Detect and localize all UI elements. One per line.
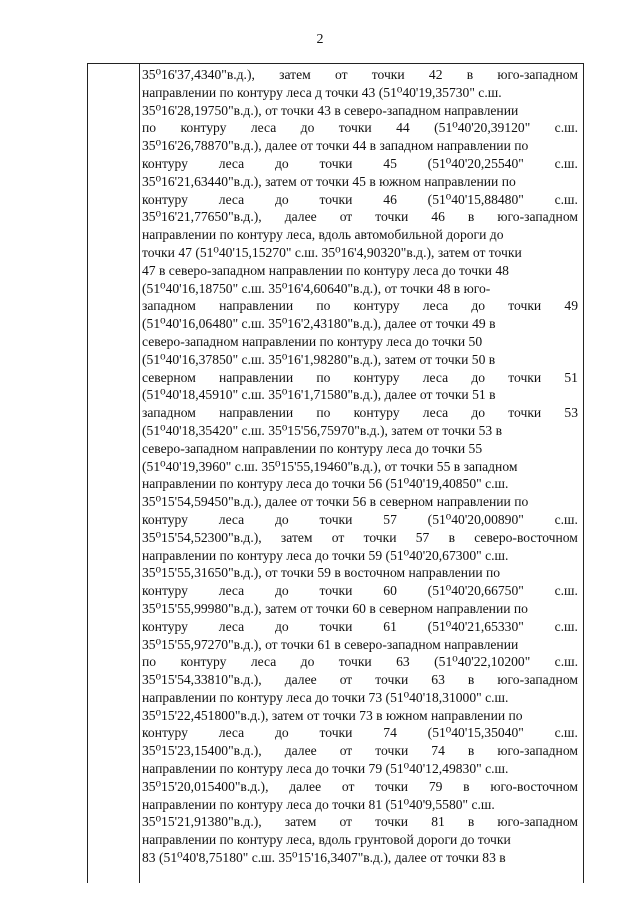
text-segment: (51⁰40'20,25540" bbox=[427, 155, 524, 171]
text-segment: направлении по контуру леса до точки 59 (51⁰40'20,67300" с.ш. bbox=[142, 547, 509, 563]
text-segment: 57 bbox=[415, 529, 430, 545]
text-segment: контуру bbox=[142, 725, 188, 741]
text-segment: (51⁰40'15,88480" bbox=[427, 191, 524, 207]
text-segment: 79 bbox=[428, 778, 443, 794]
text-segment: точки bbox=[371, 67, 405, 82]
text-segment: 47 в северо-западном направлении по контуру леса до точки 48 bbox=[142, 262, 509, 278]
text-segment: контуру bbox=[142, 155, 188, 171]
text-segment: до bbox=[300, 654, 315, 670]
text-line bbox=[142, 653, 578, 671]
text-segment: с.ш. bbox=[554, 155, 578, 171]
text-segment: направлении по контуру леса, вдоль грунтовой дороги до точки bbox=[142, 832, 511, 848]
text-segment: точки bbox=[319, 618, 353, 634]
text-line bbox=[142, 618, 578, 636]
text-segment: в bbox=[467, 743, 475, 759]
text-line bbox=[142, 796, 578, 814]
text-segment: леса bbox=[218, 618, 245, 634]
text-segment: точки bbox=[319, 511, 353, 527]
text-line bbox=[142, 493, 578, 511]
text-line bbox=[142, 511, 578, 529]
text-segment: леса bbox=[422, 298, 449, 314]
text-segment: 74 bbox=[431, 743, 445, 759]
text-segment: точки bbox=[363, 529, 397, 545]
text-segment: точки bbox=[319, 155, 353, 171]
text-segment: до bbox=[471, 405, 486, 421]
text-segment: направлении bbox=[219, 298, 294, 314]
text-line bbox=[142, 422, 578, 440]
text-segment: от bbox=[331, 529, 345, 545]
text-segment: 63 bbox=[396, 654, 410, 670]
text-segment: 35⁰15'23,15400"в.д.), bbox=[142, 743, 262, 759]
text-segment: 51 bbox=[564, 369, 578, 385]
text-line bbox=[142, 778, 578, 796]
text-segment: с.ш. bbox=[554, 654, 578, 670]
text-segment: с.ш. bbox=[554, 191, 578, 207]
text-segment: точки bbox=[375, 209, 409, 225]
text-segment: от bbox=[339, 209, 353, 225]
text-segment: точки bbox=[338, 120, 372, 136]
text-segment: леса bbox=[250, 654, 277, 670]
text-segment: леса bbox=[422, 405, 449, 421]
text-segment: точки bbox=[375, 778, 409, 794]
column-divider bbox=[139, 64, 140, 883]
text-segment: 35⁰16'21,63440"в.д.), затем от точки 45 в южном направлении по bbox=[142, 173, 516, 189]
text-segment: точки bbox=[508, 369, 542, 385]
text-segment: далее bbox=[284, 209, 317, 225]
text-line bbox=[142, 404, 578, 422]
text-segment: 35⁰15'21,91380"в.д.), bbox=[142, 814, 262, 830]
text-segment: с.ш. bbox=[554, 583, 578, 599]
text-segment: до bbox=[274, 155, 289, 171]
text-segment: 46 bbox=[383, 191, 397, 207]
text-segment: направлении по контуру леса до точки 79 (51⁰40'12,49830" с.ш. bbox=[142, 761, 509, 777]
text-segment: 45 bbox=[383, 155, 397, 171]
text-segment: (51⁰40'22,10200" bbox=[434, 654, 531, 670]
text-segment: до bbox=[274, 725, 289, 741]
text-segment: юго-западном bbox=[497, 743, 578, 759]
text-segment: 42 bbox=[428, 67, 443, 82]
text-segment: в bbox=[448, 529, 455, 545]
text-line bbox=[142, 155, 578, 173]
text-segment: (51⁰40'20,39120" bbox=[434, 120, 531, 136]
text-segment: северо-восточном bbox=[474, 529, 578, 545]
text-segment: контуру bbox=[353, 369, 400, 385]
text-segment: леса bbox=[218, 583, 245, 599]
text-segment: от bbox=[341, 778, 355, 794]
text-segment: по bbox=[316, 369, 331, 385]
text-segment: леса bbox=[422, 369, 449, 385]
text-line bbox=[142, 831, 578, 849]
text-line bbox=[142, 191, 578, 209]
text-segment: от bbox=[334, 67, 348, 82]
text-segment: 35⁰16'28,19750"в.д.), от точки 43 в северо-западном направлении bbox=[142, 102, 519, 118]
text-segment: затем bbox=[280, 529, 313, 545]
text-segment: точки bbox=[508, 405, 542, 421]
text-line bbox=[142, 137, 578, 155]
text-segment: северном bbox=[142, 369, 196, 385]
text-segment: в bbox=[467, 209, 475, 225]
text-segment: направлении по контуру леса д точки 43 (51⁰40'19,35730" с.ш. bbox=[142, 84, 502, 100]
text-segment: с.ш. bbox=[554, 725, 578, 741]
text-segment: по bbox=[142, 654, 157, 670]
text-segment: точки bbox=[375, 814, 409, 830]
text-segment: контуру bbox=[142, 583, 188, 599]
text-line bbox=[142, 66, 578, 84]
text-line bbox=[142, 707, 578, 725]
document-text bbox=[142, 66, 578, 867]
text-segment: контуру bbox=[142, 618, 188, 634]
text-segment: 53 bbox=[564, 405, 578, 421]
text-segment: точки bbox=[338, 654, 372, 670]
text-segment: 35⁰16'21,77650"в.д.), bbox=[142, 209, 262, 225]
text-segment: юго-западном bbox=[497, 209, 578, 225]
text-line bbox=[142, 475, 578, 493]
text-segment: с.ш. bbox=[554, 618, 578, 634]
text-line bbox=[142, 742, 578, 760]
text-line bbox=[142, 529, 578, 547]
text-segment: 35⁰15'20,015400"в.д.), bbox=[142, 778, 269, 794]
text-segment: (51⁰40'16,37850" с.ш. 35⁰16'1,98280"в.д.), затем от точки 50 в bbox=[142, 351, 496, 367]
text-line bbox=[142, 458, 578, 476]
text-segment: затем bbox=[279, 67, 311, 82]
text-segment: контуру bbox=[142, 511, 188, 527]
text-line bbox=[142, 547, 578, 565]
text-segment: западном bbox=[142, 405, 196, 421]
text-line bbox=[142, 351, 578, 369]
text-line bbox=[142, 333, 578, 351]
page-number: 2 bbox=[316, 32, 324, 47]
text-segment: далее bbox=[284, 672, 317, 688]
text-line bbox=[142, 724, 578, 742]
text-segment: юго-западном bbox=[497, 672, 578, 688]
text-line bbox=[142, 244, 578, 262]
text-segment: затем bbox=[284, 814, 317, 830]
text-segment: 46 bbox=[431, 209, 445, 225]
text-segment: леса bbox=[250, 120, 277, 136]
text-segment: с.ш. bbox=[554, 511, 578, 527]
text-segment: 81 bbox=[431, 814, 445, 830]
text-segment: по bbox=[316, 405, 331, 421]
text-line bbox=[142, 760, 578, 778]
text-segment: точки bbox=[375, 672, 409, 688]
text-segment: контуру bbox=[180, 654, 227, 670]
text-segment: контуру bbox=[180, 120, 227, 136]
text-segment: 35⁰15'22,451800"в.д.), затем от точки 73 в южном направлении по bbox=[142, 707, 523, 723]
text-segment: (51⁰40'18,45910" с.ш. 35⁰16'1,71580"в.д.), далее от точки 51 в bbox=[142, 387, 496, 403]
text-segment: в bbox=[467, 814, 475, 830]
text-segment: от bbox=[339, 814, 353, 830]
text-segment: по bbox=[142, 120, 157, 136]
text-line bbox=[142, 440, 578, 458]
text-segment: в bbox=[463, 778, 470, 794]
text-segment: 63 bbox=[431, 672, 445, 688]
text-segment: 83 (51⁰40'8,75180" с.ш. 35⁰15'16,3407"в.д.), далее от точки 83 в bbox=[142, 850, 506, 866]
text-segment: леса bbox=[218, 511, 245, 527]
text-line bbox=[142, 280, 578, 298]
text-segment: контуру bbox=[142, 191, 188, 207]
text-segment: с.ш. bbox=[554, 120, 578, 136]
text-segment: 35⁰15'55,31650"в.д.), от точки 59 в восточном направлении по bbox=[142, 565, 501, 581]
text-segment: (51⁰40'16,18750" с.ш. 35⁰16'4,60640"в.д.), от точки 48 в юго- bbox=[142, 280, 491, 296]
text-segment: направлении bbox=[219, 369, 294, 385]
text-segment: точки 47 (51⁰40'15,15270" с.ш. 35⁰16'4,90320"в.д.), затем от точки bbox=[142, 244, 522, 260]
text-segment: леса bbox=[218, 191, 245, 207]
text-segment: контуру bbox=[353, 405, 400, 421]
text-line bbox=[142, 297, 578, 315]
text-segment: юго-западном bbox=[497, 814, 578, 830]
text-line bbox=[142, 600, 578, 618]
text-segment: в bbox=[466, 67, 474, 82]
text-segment: 49 bbox=[564, 298, 578, 314]
text-segment: в bbox=[467, 672, 475, 688]
text-segment: контуру bbox=[353, 298, 400, 314]
text-line bbox=[142, 102, 578, 120]
text-segment: от bbox=[339, 743, 353, 759]
text-segment: 35⁰15'55,97270"в.д.), от точки 61 в северо-западном направлении bbox=[142, 636, 519, 652]
text-line bbox=[142, 315, 578, 333]
text-segment: по bbox=[316, 298, 331, 314]
text-segment: 35⁰15'54,33810"в.д.), bbox=[142, 672, 262, 688]
text-segment: 60 bbox=[383, 583, 397, 599]
text-segment: северо-западном направлении по контуру леса до точки 50 bbox=[142, 333, 483, 349]
text-segment: направлении bbox=[219, 405, 294, 421]
text-segment: направлении по контуру леса, вдоль автомобильной дороги до bbox=[142, 227, 504, 243]
text-segment: (51⁰40'18,35420" с.ш. 35⁰15'56,75970"в.д.), затем от точки 53 в bbox=[142, 422, 503, 438]
text-segment: 57 bbox=[383, 511, 397, 527]
text-line bbox=[142, 173, 578, 191]
text-segment: (51⁰40'20,66750" bbox=[427, 583, 524, 599]
text-segment: 35⁰15'54,59450"в.д.), далее от точки 56 в северном направлении по bbox=[142, 494, 529, 510]
text-segment: до bbox=[471, 298, 486, 314]
text-segment: юго-восточном bbox=[490, 778, 578, 794]
text-line bbox=[142, 84, 578, 102]
text-segment: 35⁰16'37,4340"в.д.), bbox=[142, 67, 255, 82]
text-line bbox=[142, 849, 578, 867]
text-segment: (51⁰40'15,35040" bbox=[427, 725, 524, 741]
text-line bbox=[142, 813, 578, 831]
text-line bbox=[142, 564, 578, 582]
text-segment: леса bbox=[218, 725, 245, 741]
text-segment: далее bbox=[289, 778, 322, 794]
text-segment: точки bbox=[319, 191, 353, 207]
text-line bbox=[142, 208, 578, 226]
text-segment: до bbox=[274, 583, 289, 599]
text-segment: до bbox=[471, 369, 486, 385]
text-segment: 35⁰15'54,52300"в.д.), bbox=[142, 529, 262, 545]
text-segment: юго-западном bbox=[497, 67, 578, 82]
text-segment: леса bbox=[218, 155, 245, 171]
text-segment: точки bbox=[319, 583, 353, 599]
text-segment: 44 bbox=[396, 120, 410, 136]
text-segment: северо-западном направлении по контуру леса до точки 55 bbox=[142, 440, 483, 456]
text-segment: 61 bbox=[383, 618, 397, 634]
text-segment: 35⁰15'55,99980"в.д.), затем от точки 60 в северном направлении по bbox=[142, 600, 528, 616]
text-line bbox=[142, 636, 578, 654]
text-segment: от bbox=[339, 672, 353, 688]
text-segment: 35⁰16'26,78870"в.д.), далее от точки 44 в западном направлении по bbox=[142, 138, 529, 154]
text-segment: до bbox=[274, 618, 289, 634]
text-line bbox=[142, 262, 578, 280]
text-line bbox=[142, 119, 578, 137]
text-segment: до bbox=[274, 191, 289, 207]
text-segment: направлении по контуру леса до точки 56 (51⁰40'19,40850" с.ш. bbox=[142, 476, 509, 492]
text-segment: (51⁰40'19,3960" с.ш. 35⁰15'55,19460"в.д.), от точки 55 в западном bbox=[142, 458, 518, 474]
text-line bbox=[142, 671, 578, 689]
text-segment: 74 bbox=[383, 725, 397, 741]
text-segment: точки bbox=[508, 298, 542, 314]
text-line bbox=[142, 582, 578, 600]
text-segment: далее bbox=[284, 743, 317, 759]
text-segment: до bbox=[274, 511, 289, 527]
text-segment: направлении по контуру леса до точки 73 (51⁰40'18,31000" с.ш. bbox=[142, 689, 509, 705]
text-line bbox=[142, 386, 578, 404]
text-line bbox=[142, 226, 578, 244]
text-line bbox=[142, 369, 578, 387]
text-segment: направлении по контуру леса до точки 81 (51⁰40'9,5580" с.ш. bbox=[142, 796, 495, 812]
text-segment: западном bbox=[142, 298, 196, 314]
text-segment: (51⁰40'21,65330" bbox=[427, 618, 524, 634]
text-segment: до bbox=[300, 120, 315, 136]
text-line bbox=[142, 689, 578, 707]
text-segment: (51⁰40'16,06480" с.ш. 35⁰16'2,43180"в.д.), далее от точки 49 в bbox=[142, 316, 496, 332]
text-segment: точки bbox=[319, 725, 353, 741]
text-segment: точки bbox=[375, 743, 409, 759]
text-segment: (51⁰40'20,00890" bbox=[427, 511, 524, 527]
